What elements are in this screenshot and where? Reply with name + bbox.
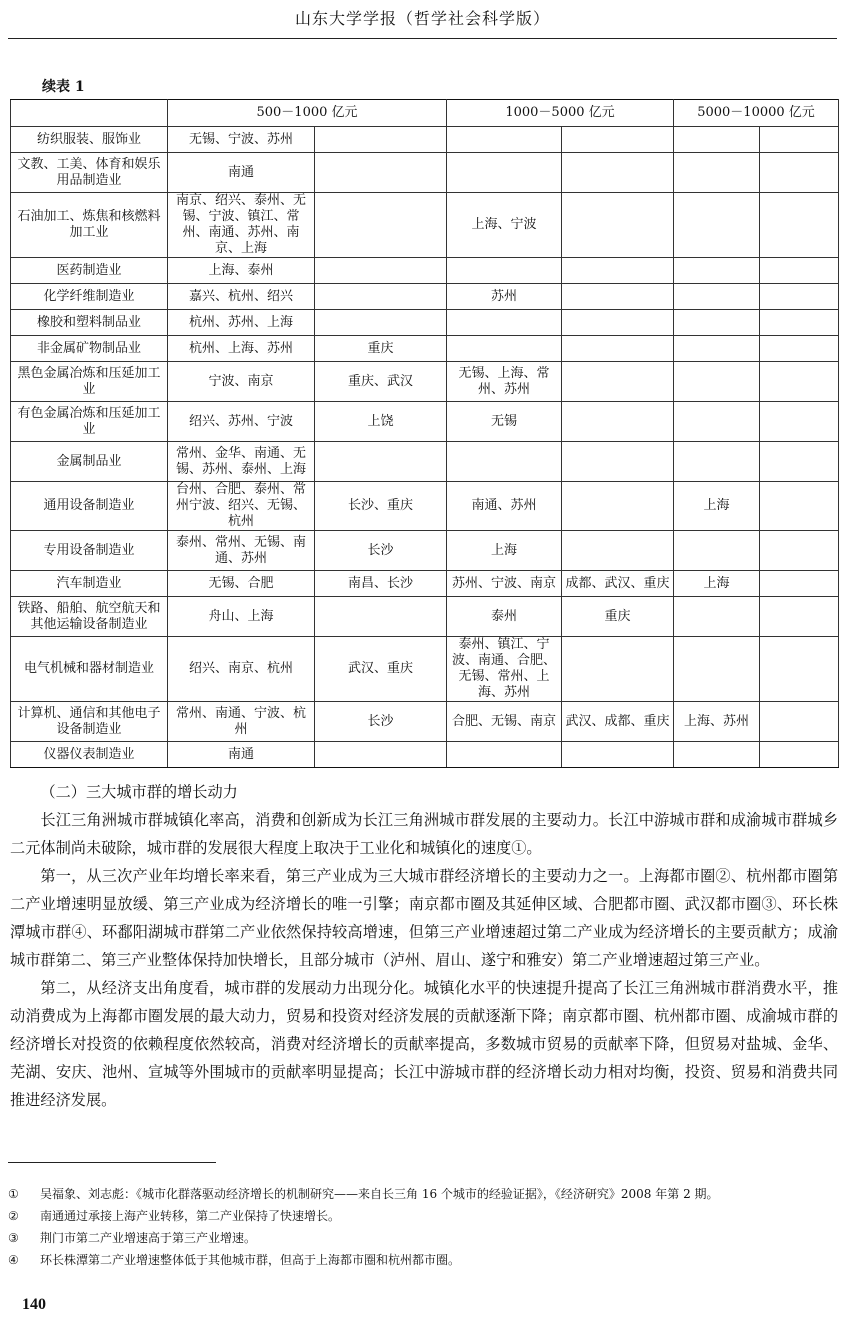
city-cell: 重庆: [562, 597, 674, 637]
footnote-mark: ②: [8, 1209, 19, 1223]
city-cell: 泰州、常州、无锡、南通、苏州: [168, 531, 315, 571]
city-cell: 无锡、宁波、苏州: [168, 127, 315, 153]
city-cell: [315, 742, 447, 768]
paragraph-2: 第一，从三次产业年均增长率来看，第三产业成为三大城市群经济增长的主要动力之一。上海都市圈②、杭州都市圈第二产业增速明显放缓、第三产业成为经济增长的唯一引擎；南京都市圈及其延伸区域、合肥都市圈、武汉都市圈③、环长株潭城市群④、环鄱阳湖城市群第二产业依然保持较高增速，但第三产业增速超过第二产业成为经济增长的主要贡献方；成渝城市群第二、第三产业整体保持加快增长，且部分城市（泸州、眉山、遂宁和雅安）第二产业增速超过第三产业。: [10, 867, 838, 969]
city-cell: 上海: [447, 531, 562, 571]
city-cell: [760, 702, 839, 742]
city-cell: [674, 637, 760, 702]
footnote-4: [8, 1249, 838, 1271]
header-range-5000-10000: 5000－10000 亿元: [674, 100, 839, 127]
city-cell: [760, 742, 839, 768]
city-cell: [315, 258, 447, 284]
city-cell: 长沙: [315, 531, 447, 571]
industry-label: 有色金属冶炼和压延加工业: [11, 402, 168, 442]
industry-label: 电气机械和器材制造业: [11, 637, 168, 702]
city-cell: [562, 193, 674, 258]
city-cell: 南昌、长沙: [315, 571, 447, 597]
city-cell: 苏州、宁波、南京: [447, 571, 562, 597]
industry-label: 医药制造业: [11, 258, 168, 284]
footnote-text: 吴福象、刘志彪：《城市化群落驱动经济增长的机制研究——来自长三角 16 个城市的经验证据》，《经济研究》2008 年第 2 期。: [40, 1187, 719, 1201]
city-cell: 重庆: [315, 336, 447, 362]
city-cell: [315, 193, 447, 258]
city-cell: [760, 284, 839, 310]
city-cell: 杭州、上海、苏州: [168, 336, 315, 362]
city-cell: [447, 127, 562, 153]
city-cell: 台州、合肥、泰州、常州宁波、绍兴、无锡、杭州: [168, 482, 315, 531]
footnote-mark: ①: [8, 1187, 19, 1201]
industry-label: 纺织服装、服饰业: [11, 127, 168, 153]
city-cell: [562, 127, 674, 153]
footnote-text: 荆门市第二产业增速高于第三产业增速。: [40, 1231, 257, 1245]
city-cell: 上饶: [315, 402, 447, 442]
city-cell: [760, 362, 839, 402]
city-cell: [315, 153, 447, 193]
city-cell: [674, 742, 760, 768]
footnotes: [8, 1183, 838, 1271]
footnote-3: [8, 1227, 838, 1249]
city-cell: [447, 742, 562, 768]
table-row: [11, 637, 839, 702]
table-row: [11, 702, 839, 742]
table-row: [11, 742, 839, 768]
table-row: [11, 531, 839, 571]
table-row: [11, 127, 839, 153]
city-cell: 泰州、镇江、宁波、南通、合肥、无锡、常州、上海、苏州: [447, 637, 562, 702]
city-cell: 嘉兴、杭州、绍兴: [168, 284, 315, 310]
city-cell: [760, 336, 839, 362]
city-cell: [315, 310, 447, 336]
industry-city-table: [10, 99, 839, 768]
city-cell: [562, 362, 674, 402]
city-cell: 常州、南通、宁波、杭州: [168, 702, 315, 742]
city-cell: [674, 127, 760, 153]
city-cell: 上海、泰州: [168, 258, 315, 284]
table-row: [11, 597, 839, 637]
city-cell: 长沙、重庆: [315, 482, 447, 531]
footnote-text: 环长株潭第二产业增速整体低于其他城市群，但高于上海都市圈和杭州都市圈。: [40, 1253, 461, 1267]
city-cell: [562, 336, 674, 362]
city-cell: [674, 442, 760, 482]
table-caption: 续表 1: [42, 79, 85, 95]
header-range-1000-5000: 1000－5000 亿元: [447, 100, 674, 127]
city-cell: [760, 153, 839, 193]
city-cell: [760, 571, 839, 597]
table-row: [11, 284, 839, 310]
header-corner: [11, 100, 168, 127]
table-row: [11, 362, 839, 402]
city-cell: [562, 402, 674, 442]
paragraph-3: 第二，从经济支出角度看，城市群的发展动力出现分化。城镇化水平的快速提升提高了长江三角洲城市群消费水平，推动消费成为上海都市圈发展的最大动力，贸易和投资对经济发展的贡献逐渐下降；南京都市圈、杭州都市圈、成渝城市群的经济增长对投资的依赖程度依然较高，消费对经济增长的贡献率提高，多数城市贸易的贡献率下降，但贸易对盐城、金华、芜湖、安庆、池州、宣城等外围城市的贡献率明显提高；长江中游城市群的经济增长动力相对均衡，投资、贸易和消费共同推进经济发展。: [10, 979, 838, 1109]
city-cell: 无锡、上海、常州、苏州: [447, 362, 562, 402]
header-range-500-1000: 500－1000 亿元: [168, 100, 447, 127]
industry-label: 仪器仪表制造业: [11, 742, 168, 768]
industry-label: 化学纤维制造业: [11, 284, 168, 310]
city-cell: [760, 597, 839, 637]
city-cell: [760, 402, 839, 442]
city-cell: [760, 482, 839, 531]
city-cell: [760, 258, 839, 284]
city-cell: [760, 531, 839, 571]
running-header: [8, 0, 837, 39]
city-cell: 合肥、无锡、南京: [447, 702, 562, 742]
industry-label: 橡胶和塑料制品业: [11, 310, 168, 336]
footnote-mark: ③: [8, 1231, 19, 1245]
city-cell: 武汉、重庆: [315, 637, 447, 702]
city-cell: 上海: [674, 571, 760, 597]
city-cell: [674, 531, 760, 571]
city-cell: 上海、宁波: [447, 193, 562, 258]
city-cell: [447, 153, 562, 193]
city-cell: 南通: [168, 153, 315, 193]
footnote-text: 南通通过承接上海产业转移，第二产业保持了快速增长。: [40, 1209, 341, 1223]
table-row: [11, 571, 839, 597]
city-cell: 泰州: [447, 597, 562, 637]
body-text: [10, 778, 838, 1114]
city-cell: 杭州、苏州、上海: [168, 310, 315, 336]
city-cell: [674, 258, 760, 284]
city-cell: [562, 637, 674, 702]
city-cell: [562, 284, 674, 310]
city-cell: [562, 153, 674, 193]
industry-label: 文教、工美、体育和娱乐用品制造业: [11, 153, 168, 193]
city-cell: 重庆、武汉: [315, 362, 447, 402]
city-cell: [447, 258, 562, 284]
industry-label: 专用设备制造业: [11, 531, 168, 571]
table-row: [11, 153, 839, 193]
city-cell: [674, 597, 760, 637]
industry-label: 金属制品业: [11, 442, 168, 482]
page-number: 140: [22, 1296, 46, 1313]
city-cell: 武汉、成都、重庆: [562, 702, 674, 742]
city-cell: [447, 310, 562, 336]
table-row: [11, 258, 839, 284]
journal-title: 山东大学学报（哲学社会科学版）: [294, 9, 550, 28]
city-cell: [760, 127, 839, 153]
table-header-row: [11, 100, 839, 127]
city-cell: 南京、绍兴、泰州、无锡、宁波、镇江、常州、南通、苏州、南京、上海: [168, 193, 315, 258]
city-cell: 舟山、上海: [168, 597, 315, 637]
table-row: [11, 336, 839, 362]
city-cell: 长沙: [315, 702, 447, 742]
industry-label: 非金属矿物制品业: [11, 336, 168, 362]
city-cell: [674, 284, 760, 310]
industry-label: 黑色金属冶炼和压延加工业: [11, 362, 168, 402]
city-cell: [674, 153, 760, 193]
city-cell: [760, 637, 839, 702]
industry-label: 石油加工、炼焦和核燃料加工业: [11, 193, 168, 258]
city-cell: 无锡: [447, 402, 562, 442]
footnote-2: [8, 1205, 838, 1227]
footnote-mark: ④: [8, 1253, 19, 1267]
city-cell: 南通、苏州: [447, 482, 562, 531]
city-cell: 绍兴、苏州、宁波: [168, 402, 315, 442]
table-row: [11, 442, 839, 482]
city-cell: 苏州: [447, 284, 562, 310]
city-cell: 上海、苏州: [674, 702, 760, 742]
city-cell: [562, 482, 674, 531]
city-cell: [562, 531, 674, 571]
city-cell: [562, 442, 674, 482]
footnote-divider: [8, 1162, 216, 1163]
city-cell: 绍兴、南京、杭州: [168, 637, 315, 702]
city-cell: [674, 193, 760, 258]
city-cell: [760, 442, 839, 482]
city-cell: 上海: [674, 482, 760, 531]
city-cell: [562, 742, 674, 768]
paragraph-1: 长江三角洲城市群城镇化率高，消费和创新成为长江三角洲城市群发展的主要动力。长江中游城市群和成渝城市群城乡二元体制尚未破除，城市群的发展很大程度上取决于工业化和城镇化的速度①。: [10, 811, 838, 857]
city-cell: [760, 310, 839, 336]
city-cell: 宁波、南京: [168, 362, 315, 402]
section-heading: （二）三大城市群的增长动力: [40, 783, 238, 801]
city-cell: [315, 597, 447, 637]
table-body: [11, 127, 839, 768]
city-cell: [562, 310, 674, 336]
city-cell: [674, 310, 760, 336]
table-row: [11, 482, 839, 531]
city-cell: [315, 127, 447, 153]
city-cell: 南通: [168, 742, 315, 768]
table-row: [11, 193, 839, 258]
city-cell: [674, 362, 760, 402]
city-cell: [674, 336, 760, 362]
city-cell: [760, 193, 839, 258]
table-row: [11, 310, 839, 336]
city-cell: [315, 442, 447, 482]
city-cell: [315, 284, 447, 310]
city-cell: 常州、金华、南通、无锡、苏州、泰州、上海: [168, 442, 315, 482]
industry-label: 计算机、通信和其他电子设备制造业: [11, 702, 168, 742]
city-cell: 无锡、合肥: [168, 571, 315, 597]
industry-label: 铁路、船舶、航空航天和其他运输设备制造业: [11, 597, 168, 637]
city-cell: [562, 258, 674, 284]
industry-label: 汽车制造业: [11, 571, 168, 597]
city-cell: [447, 336, 562, 362]
industry-label: 通用设备制造业: [11, 482, 168, 531]
city-cell: [447, 442, 562, 482]
footnote-1: [8, 1183, 838, 1205]
table-row: [11, 402, 839, 442]
city-cell: 成都、武汉、重庆: [562, 571, 674, 597]
city-cell: [674, 402, 760, 442]
